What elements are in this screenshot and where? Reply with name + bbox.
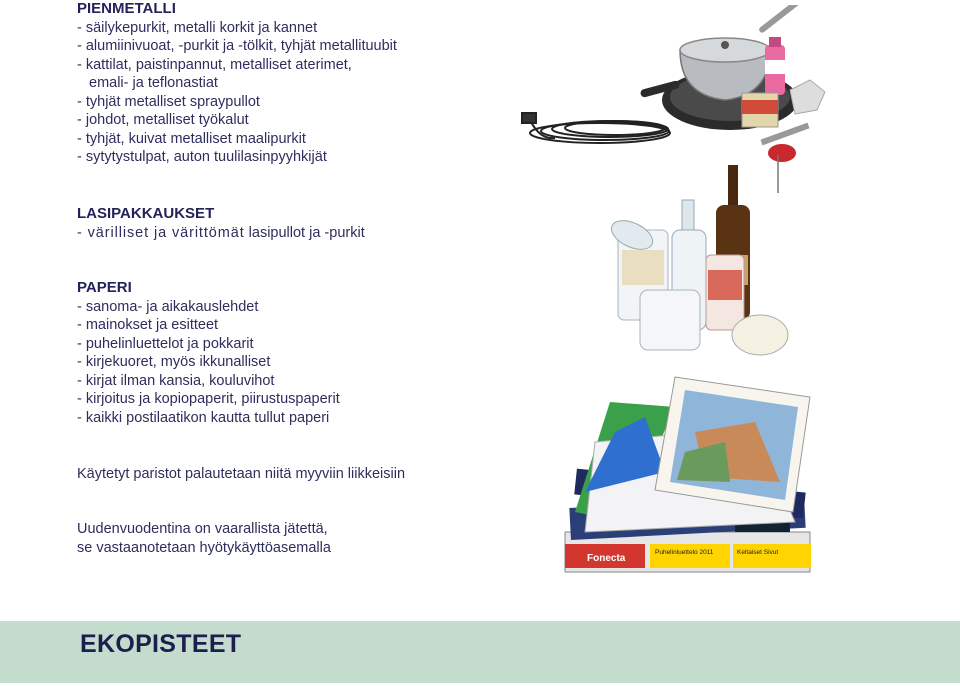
postcard-icon — [655, 377, 810, 512]
tin-can-icon — [742, 93, 778, 127]
footer-band — [0, 621, 960, 683]
metal-item: emali- ja teflonastiat — [89, 75, 218, 91]
paper-item: - kirjekuoret, myös ikkunalliset — [77, 354, 271, 370]
metal-item: - tyhjät metalliset spraypullot — [77, 93, 260, 110]
cable-icon — [522, 113, 670, 143]
new-year-note — [77, 520, 547, 557]
glass-section — [77, 205, 547, 242]
glass-item — [77, 224, 547, 243]
metal-section — [77, 0, 547, 167]
paper-item: - kirjat ilman kansia, kouluvihot — [77, 372, 275, 389]
paper-item: - puhelinluettelot ja pokkarit — [77, 335, 254, 352]
yellow-pages-label: Keltaiset Sivut — [737, 549, 779, 556]
glass-item-colored: - värilliset ja värittömät — [77, 224, 245, 241]
spray-can-icon — [765, 37, 785, 95]
footer-title: EKOPISTEET — [80, 630, 242, 658]
metal-item: - johdot, metalliset työkalut — [77, 112, 249, 128]
paper-item: - kirjoitus ja kopiopaperit, piirustuspaperit — [77, 391, 340, 407]
paper-item: - kaikki postilaatikon kautta tullut paperi — [77, 409, 330, 426]
new-year-note-line2: se vastaanotetaan hyötykäyttöasemalla — [77, 539, 331, 556]
new-year-note-line1: Uudenvuodentina on vaarallista jätettä, — [77, 521, 328, 537]
metal-item: - tyhjät, kuivat metalliset maalipurkit — [77, 130, 306, 147]
glass-jars-photo — [600, 160, 790, 365]
metal-item: - kattilat, paistinpannut, metalliset aterimet, — [77, 56, 352, 73]
paper-item: - mainokset ja esitteet — [77, 317, 219, 333]
paper-heading: PAPERI — [77, 279, 132, 296]
batteries-note: Käytetyt paristot palautetaan niitä myyviin liikkeisiin — [77, 466, 406, 482]
fonecta-label: Fonecta — [587, 553, 626, 564]
metal-item: - sytytystulpat, auton tuulilasinpyyhkijät — [77, 149, 327, 165]
paper-item: - sanoma- ja aikakauslehdet — [77, 298, 259, 315]
metal-heading: PIENMETALLI — [77, 0, 176, 17]
metal-item: - säilykepurkit, metalli korkit ja kannet — [77, 19, 318, 36]
glass-heading: LASIPAKKAUKSET — [77, 205, 215, 222]
glass-item-rest: lasipullot ja -purkit — [244, 224, 365, 241]
foil-icon — [790, 80, 825, 114]
metal-item: - alumiinivuoat, -purkit ja -tölkit, tyhjät metallituubit — [77, 38, 397, 54]
paper-section — [77, 279, 547, 427]
magazines-photo — [555, 372, 830, 582]
phonebook-label: Puhelinluettelo 2011 — [655, 549, 714, 556]
